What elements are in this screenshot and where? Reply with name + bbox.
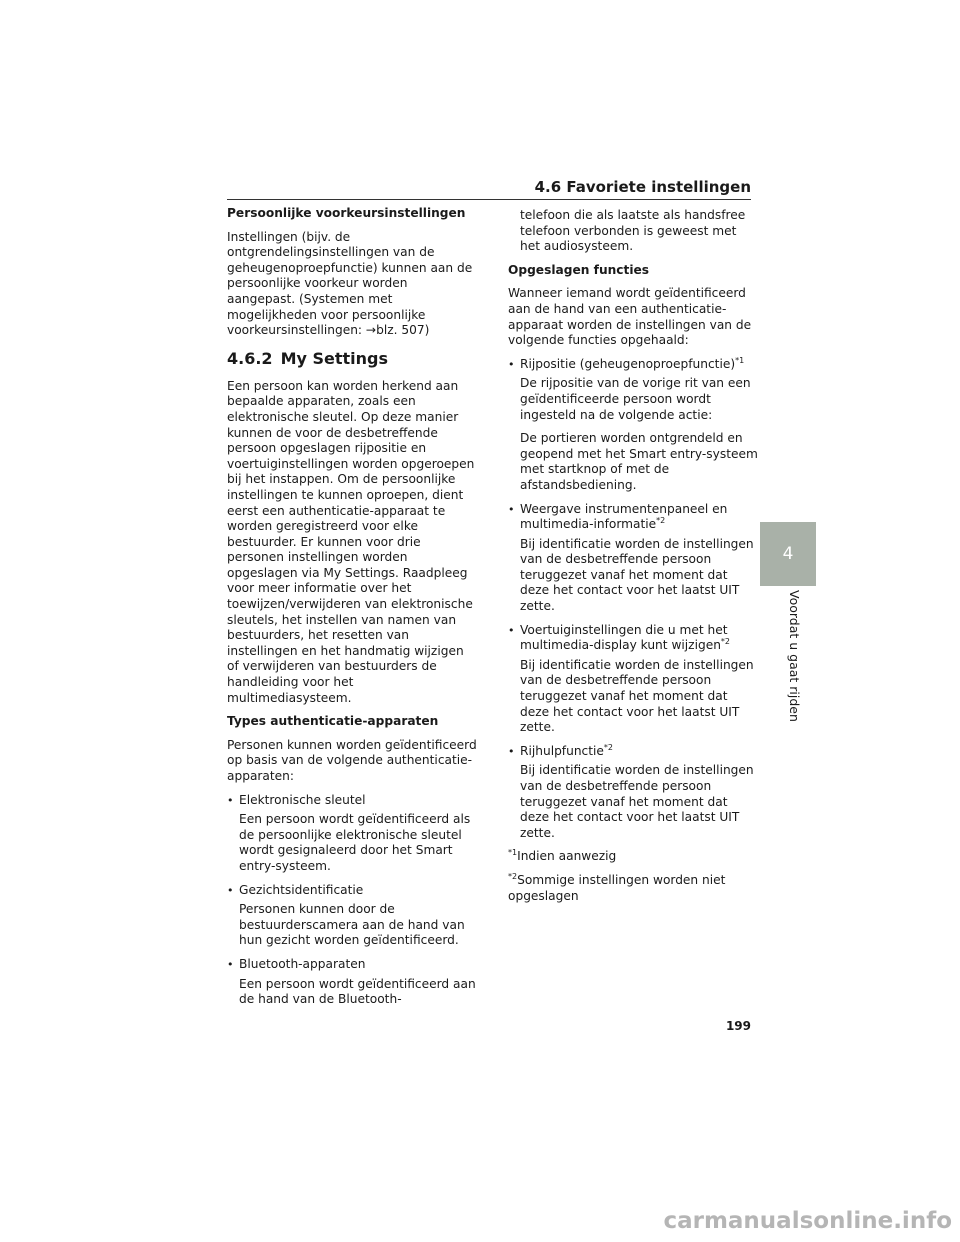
continuation-text: telefoon die als laatste als handsfree telefoon verbonden is geweest met het audiosysteem. [520,208,746,254]
header-divider [227,199,751,200]
footnote [508,849,758,865]
personal-preferences-text: Instellingen (bijv. de ontgrendelingsinstellingen van de geheugenoproepfunctie) kunnen aan de persoonlijke voorkeur worden aangepast. (Systemen met mogelijkheden voor persoonlijke voorkeursinstellingen: →blz. 507) [227,229,473,338]
section-number: 4.6.2 [227,348,273,368]
list-item-text: Bij identificatie worden de instellingen van de desbetreffende persoon teruggezet vanaf het moment dat deze het contact voor het laatst UIT zette. [520,657,754,735]
list-item [508,502,758,533]
stored-functions-intro: Wanneer iemand wordt geïdentificeerd aan de hand van een authenticatie-apparaat worden de instellingen van de volgende functies opgehaald: [508,286,752,348]
list-item-text: De portieren worden ontgrendeld en geopend met het Smart entry-systeem met startknop of met de afstandsbediening. [520,431,758,492]
my-settings-text: Een persoon kan worden herkend aan bepaalde apparaten, zoals een elektronische sleutel. Op deze manier kunnen de voor de desbetreffende persoon opgeslagen rijpositie en voertuiginstellingen worden opgeroepen bij het instappen. Om de persoonlijke instellingen te kunnen oproepen, dient eerst een authenticatie-apparaat te worden geregistreerd voor elke bestuurder. Er kunnen voor drie personen instellingen worden opgeslagen via My Settings. Raadpleeg voor meer informatie over het toewijzen/verwijderen van elektronische sleutels, het instellen van namen van bestuurders, het resetten van instellingen en het handmatig wijzigen of verwijderen van bestuurders de handleiding voor het multimediasysteem. [227,378,475,705]
footnote-marker: *2 [603,742,614,752]
list-item: • Elektronische sleutel [227,793,477,809]
list-item: • Gezichtsidentificatie [227,883,477,899]
list-item-text: De rijpositie van de vorige rit van een geïdentificeerde persoon wordt ingesteld na de volgende actie: [520,376,751,422]
footnote-marker: *1 [508,848,518,858]
left-column [227,206,477,1016]
chapter-label: Voordat u gaat rijden [787,590,802,722]
auth-devices-intro: Personen kunnen worden geïdentificeerd op basis van de volgende authenticatie-apparaten: [227,737,477,783]
section-title: My Settings [280,348,389,368]
right-column [508,208,758,912]
list-item-title: Rijpositie (geheugenoproepfunctie) [520,356,736,371]
auth-devices-heading: Types authenticatie-apparaten [227,714,439,729]
personal-preferences-heading: Persoonlijke voorkeursinstellingen [227,206,466,220]
section-header-title: 4.6 Favoriete instellingen [534,178,751,196]
list-item [508,357,758,373]
footnote-marker: *1 [735,355,745,365]
list-item-title: Weergave instrumentenpaneel en multimedia-informatie [520,501,728,532]
list-item-text: Bij identificatie worden de instellingen van de desbetreffende persoon teruggezet vanaf het moment dat deze het contact voor het laatst UIT zette. [520,763,754,840]
footnote-text: Sommige instellingen worden niet opgeslagen [508,872,726,903]
list-item-title: Rijhulpfunctie [520,743,604,758]
page-number: 199 [725,1019,751,1033]
list-item [508,623,758,654]
list-item [508,744,758,760]
chapter-tab: 4 [760,522,816,586]
list-item-text: Een persoon wordt geïdentificeerd als de persoonlijke elektronische sleutel wordt gesignaleerd door het Smart entry-systeem. [239,812,471,873]
footnote-marker: *2 [508,871,518,881]
section-heading [227,349,477,369]
stored-functions-heading: Opgeslagen functies [508,262,650,277]
footnote-marker: *2 [720,637,731,647]
list-item-text: Bij identificatie worden de instellingen van de desbetreffende persoon teruggezet vanaf het moment dat deze het contact voor het laatst UIT zette. [520,536,754,614]
list-item: • Bluetooth-apparaten [227,957,477,973]
list-item-title: Voertuiginstellingen die u met het multimedia-display kunt wijzigen [520,622,728,653]
footnote-text: Indien aanwezig [517,849,617,864]
footnote-marker: *2 [656,516,666,526]
footnote [508,873,758,904]
list-item-text: Een persoon wordt geïdentificeerd aan de hand van de Bluetooth- [239,976,476,1007]
watermark: carmanualsonline.info [663,1208,952,1234]
list-item-text: Personen kunnen door de bestuurderscamera aan de hand van hun gezicht worden geïdentificeerd. [239,902,465,948]
